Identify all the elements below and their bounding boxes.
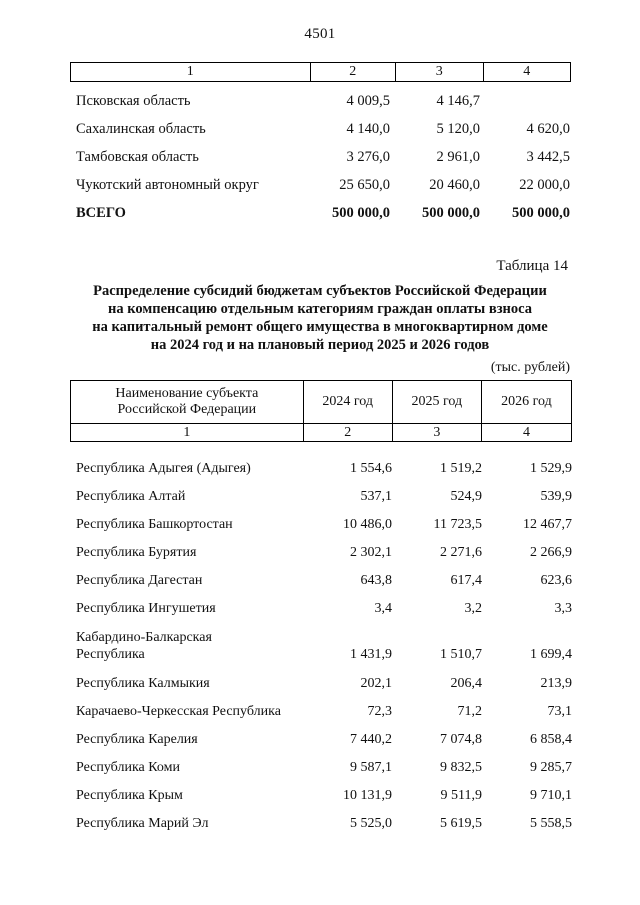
region-name: Республика Калмыкия bbox=[76, 676, 210, 691]
region-name: Псковская область bbox=[76, 93, 191, 109]
table-row bbox=[70, 663, 572, 692]
value-2025: 1 519,2 bbox=[440, 461, 482, 476]
value-2026: 213,9 bbox=[540, 676, 572, 691]
value-2025: 3,2 bbox=[464, 601, 482, 616]
value-2026: 9 285,7 bbox=[530, 760, 572, 775]
value-2025: 2 961,0 bbox=[436, 149, 480, 165]
region-name: Чукотский автономный округ bbox=[76, 177, 259, 193]
column-number: 4 bbox=[481, 424, 572, 441]
value-2024: 4 140,0 bbox=[346, 121, 390, 137]
value-2025: 5 120,0 bbox=[436, 121, 480, 137]
table-row bbox=[70, 477, 572, 505]
region-name-line: Республика bbox=[76, 647, 145, 662]
region-name: Сахалинская область bbox=[76, 121, 206, 137]
column-number: 3 bbox=[395, 63, 482, 81]
region-name: Республика Крым bbox=[76, 788, 183, 803]
header-region bbox=[70, 381, 303, 423]
value-2025: 524,9 bbox=[450, 489, 482, 504]
value-2024: 10 486,0 bbox=[343, 517, 392, 532]
value-2026: 5 558,5 bbox=[530, 816, 572, 831]
region-name: Республика Коми bbox=[76, 760, 180, 775]
table-row bbox=[70, 589, 572, 617]
value-2024: 7 440,2 bbox=[350, 732, 392, 747]
table-row bbox=[70, 692, 572, 720]
units-note: (тыс. рублей) bbox=[490, 360, 570, 375]
value-2024: 2 302,1 bbox=[350, 545, 392, 560]
value-2025: 71,2 bbox=[457, 704, 482, 719]
value-2024: 1 554,6 bbox=[350, 461, 392, 476]
value-2024: 9 587,1 bbox=[350, 760, 392, 775]
value-2025: 206,4 bbox=[450, 676, 482, 691]
value-2024: 202,1 bbox=[360, 676, 392, 691]
value-2025: 20 460,0 bbox=[429, 177, 480, 193]
value-2024: 4 009,5 bbox=[346, 93, 390, 109]
column-number: 2 bbox=[310, 63, 395, 81]
table-row bbox=[70, 110, 571, 138]
total-2025: 500 000,0 bbox=[422, 205, 480, 221]
region-name: Республика Ингушетия bbox=[76, 601, 216, 616]
value-2025: 7 074,8 bbox=[440, 732, 482, 747]
value-2025: 1 510,7 bbox=[440, 647, 482, 662]
previous-table bbox=[70, 62, 571, 222]
title-line: на капитальный ремонт общего имущества в многоквартирном доме bbox=[92, 319, 548, 335]
table-row bbox=[70, 505, 572, 533]
value-2024: 643,8 bbox=[360, 573, 392, 588]
page-number: 4501 bbox=[304, 26, 336, 42]
value-2026: 1 699,4 bbox=[530, 647, 572, 662]
region-name: Республика Дагестан bbox=[76, 573, 203, 588]
region-name: Тамбовская область bbox=[76, 149, 199, 165]
table-label: Таблица 14 bbox=[496, 258, 568, 274]
total-2024: 500 000,0 bbox=[332, 205, 390, 221]
region-name: Республика Карелия bbox=[76, 732, 198, 747]
header-region-line: Наименование субъекта bbox=[115, 386, 259, 401]
table-row bbox=[70, 561, 572, 589]
value-2026: 22 000,0 bbox=[519, 177, 570, 193]
region-name bbox=[70, 629, 310, 663]
column-number: 1 bbox=[70, 63, 310, 81]
table-row bbox=[70, 442, 572, 477]
value-2024: 3,4 bbox=[374, 601, 392, 616]
total-label: ВСЕГО bbox=[76, 205, 126, 221]
region-name-line: Кабардино-Балкарская bbox=[76, 630, 212, 645]
column-number-row bbox=[70, 62, 571, 82]
value-2024: 1 431,9 bbox=[350, 647, 392, 662]
value-2026: 12 467,7 bbox=[523, 517, 572, 532]
table-row bbox=[70, 166, 571, 194]
table-row bbox=[70, 533, 572, 561]
value-2025: 617,4 bbox=[450, 573, 482, 588]
value-2026: 6 858,4 bbox=[530, 732, 572, 747]
total-2026: 500 000,0 bbox=[512, 205, 570, 221]
value-2026: 3,3 bbox=[554, 601, 572, 616]
value-2024: 3 276,0 bbox=[346, 149, 390, 165]
title-line: Распределение субсидий бюджетам субъектов Российской Федерации bbox=[93, 283, 547, 299]
column-number-row bbox=[70, 424, 572, 442]
title-line: на 2024 год и на плановый период 2025 и 2026 годов bbox=[150, 337, 490, 353]
header-2025: 2025 год bbox=[392, 381, 481, 423]
value-2026: 539,9 bbox=[540, 489, 572, 504]
table-row bbox=[70, 776, 572, 804]
value-2025: 11 723,5 bbox=[433, 517, 482, 532]
table-row bbox=[70, 138, 571, 166]
value-2025: 5 619,5 bbox=[440, 816, 482, 831]
value-2025: 4 146,7 bbox=[436, 93, 480, 109]
table-row bbox=[70, 804, 572, 832]
value-2026: 4 620,0 bbox=[526, 121, 570, 137]
value-2025: 2 271,6 bbox=[440, 545, 482, 560]
table-title bbox=[60, 282, 580, 354]
total-row bbox=[70, 194, 571, 222]
region-name: Республика Алтай bbox=[76, 489, 186, 504]
column-number: 4 bbox=[483, 63, 571, 81]
title-line: на компенсацию отдельным категориям граждан оплаты взноса bbox=[108, 301, 532, 317]
column-number: 2 bbox=[303, 424, 392, 441]
value-2024: 537,1 bbox=[360, 489, 392, 504]
table-row bbox=[70, 617, 572, 663]
header-2024: 2024 год bbox=[303, 381, 392, 423]
value-2024: 25 650,0 bbox=[339, 177, 390, 193]
value-2026: 73,1 bbox=[547, 704, 572, 719]
region-name: Республика Башкортостан bbox=[76, 517, 233, 532]
region-name: Республика Адыгея (Адыгея) bbox=[76, 461, 251, 476]
value-2026: 3 442,5 bbox=[526, 149, 570, 165]
subsidy-table bbox=[70, 380, 572, 832]
value-2025: 9 832,5 bbox=[440, 760, 482, 775]
region-name: Республика Бурятия bbox=[76, 545, 197, 560]
value-2026: 9 710,1 bbox=[530, 788, 572, 803]
table-header bbox=[70, 380, 572, 424]
column-number: 3 bbox=[392, 424, 481, 441]
table-row bbox=[70, 748, 572, 776]
value-2025: 9 511,9 bbox=[440, 788, 482, 803]
value-2026: 2 266,9 bbox=[530, 545, 572, 560]
column-number: 1 bbox=[70, 424, 303, 441]
header-2026: 2026 год bbox=[481, 381, 572, 423]
value-2024: 72,3 bbox=[367, 704, 392, 719]
table-row bbox=[70, 720, 572, 748]
region-name: Карачаево-Черкесская Республика bbox=[76, 704, 281, 719]
header-region-line: Российской Федерации bbox=[117, 402, 257, 417]
region-name: Республика Марий Эл bbox=[76, 816, 209, 831]
value-2026: 1 529,9 bbox=[530, 461, 572, 476]
value-2026: 623,6 bbox=[540, 573, 572, 588]
table-row bbox=[70, 82, 571, 110]
value-2024: 10 131,9 bbox=[343, 788, 392, 803]
value-2024: 5 525,0 bbox=[350, 816, 392, 831]
